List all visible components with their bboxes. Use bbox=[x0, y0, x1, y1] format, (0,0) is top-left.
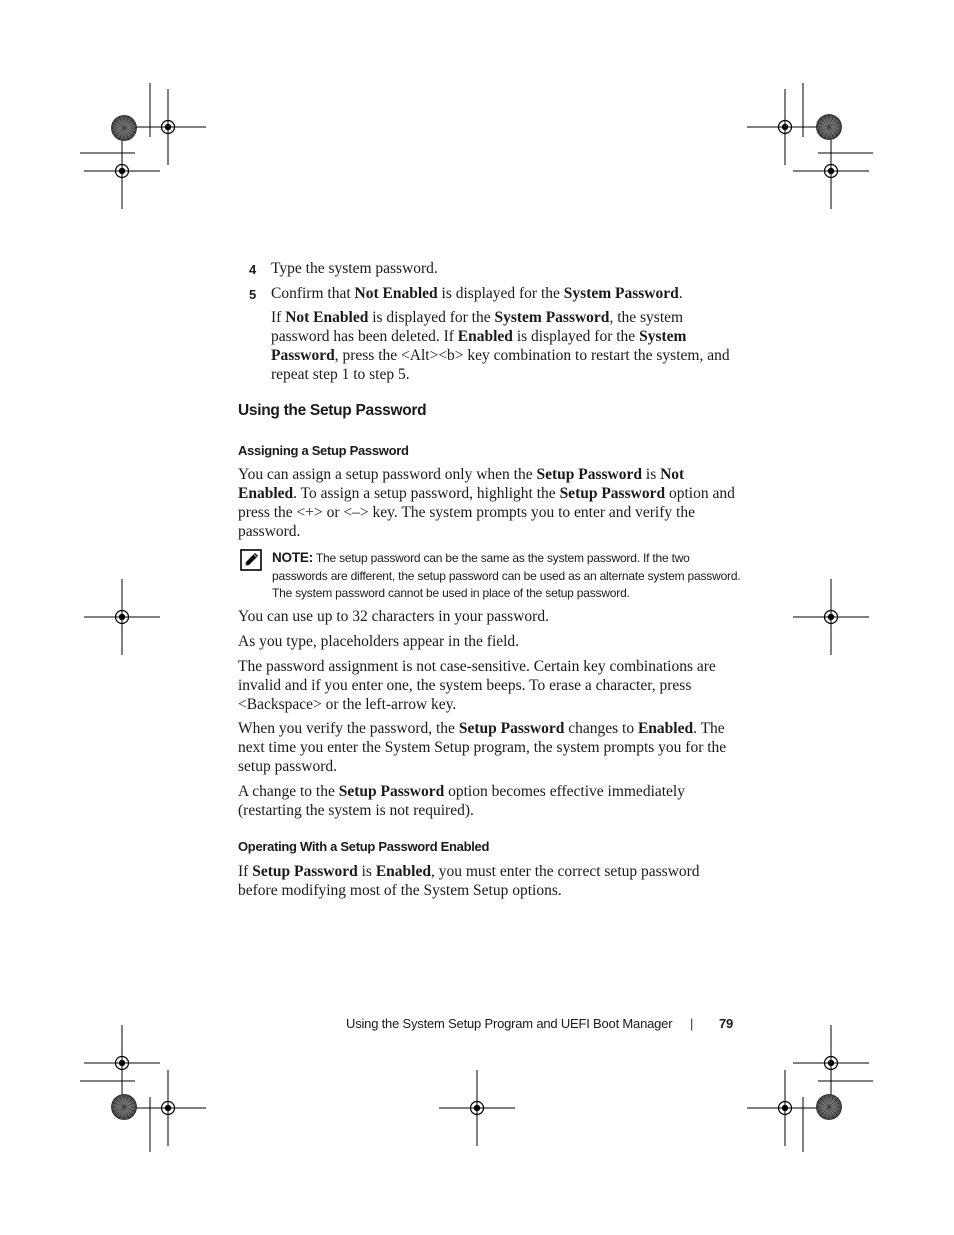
text-run: If bbox=[238, 863, 253, 880]
bold-term: Enabled bbox=[637, 720, 694, 737]
bold-term: Setup Password bbox=[536, 466, 643, 483]
bold-term: System Password bbox=[271, 328, 687, 364]
paragraph-operating bbox=[238, 862, 738, 900]
text-run: is displayed for the bbox=[512, 328, 640, 345]
step-text bbox=[271, 284, 741, 303]
step-number: 4 bbox=[249, 262, 257, 277]
paragraph-change bbox=[238, 782, 738, 820]
bold-term: Setup Password bbox=[252, 863, 358, 880]
bold-term: Setup Password bbox=[338, 783, 445, 800]
paragraph-placeholders: As you type, placeholders appear in the field. bbox=[238, 633, 520, 650]
text-run: , press the <Alt><b> key combination to restart the system, and repeat step 1 to step 5. bbox=[271, 347, 730, 383]
paragraph-assign bbox=[238, 465, 738, 541]
step-text bbox=[271, 259, 741, 278]
note-body: The setup password can be the same as the system password. If the two passwords are different, the setup password can be used as an alternate system password. The system password cannot be used in place of the setup password. bbox=[272, 551, 741, 600]
section-heading: Using the Setup Password bbox=[238, 402, 427, 419]
text-run: option and press the <+> or <–> key. The system prompts you to enter and verify the password. bbox=[238, 485, 735, 540]
step-number: 5 bbox=[249, 287, 257, 302]
footer-separator: | bbox=[690, 1016, 694, 1031]
text-run: . To assign a setup password, highlight the bbox=[293, 485, 560, 502]
bold-term: Not Enabled bbox=[238, 466, 685, 502]
text-run: , the system password has been deleted. If bbox=[271, 309, 684, 345]
text-run: , you must enter the correct setup password before modifying most of the System Setup options. bbox=[238, 863, 700, 899]
text-run: Type the system password. bbox=[271, 260, 438, 277]
step-5-detail bbox=[271, 308, 741, 384]
note-text bbox=[272, 549, 742, 603]
note-pencil-icon bbox=[240, 549, 262, 571]
text-run: is displayed for the bbox=[368, 309, 495, 326]
text-run: option becomes effective immediately (restarting the system is not required). bbox=[238, 783, 685, 819]
text-run: When you verify the password, the bbox=[238, 720, 459, 737]
text-run: is bbox=[357, 863, 376, 880]
bold-term: Setup Password bbox=[559, 485, 666, 502]
bold-term: Setup Password bbox=[458, 720, 565, 737]
text-run: A change to the bbox=[238, 783, 339, 800]
text-run: . The next time you enter the System Setup program, the system prompts you for the setup password. bbox=[238, 720, 727, 775]
text-run: changes to bbox=[564, 720, 638, 737]
subheading-assigning: Assigning a Setup Password bbox=[238, 443, 409, 458]
paragraph-case: The password assignment is not case-sensitive. Certain key combinations are invalid and if you enter one, the system beeps. To erase a character, press <Backspace> or the left-arrow key. bbox=[238, 658, 716, 713]
text-run: Confirm that bbox=[271, 285, 355, 302]
page-number: 79 bbox=[719, 1016, 734, 1031]
bold-term: Enabled bbox=[457, 328, 513, 345]
text-run: You can assign a setup password only when the bbox=[238, 466, 537, 483]
bold-term: System Password bbox=[563, 285, 679, 302]
footer-chapter-title: Using the System Setup Program and UEFI Boot Manager bbox=[346, 1016, 673, 1031]
bold-term: System Password bbox=[494, 309, 610, 326]
paragraph-characters: You can use up to 32 characters in your password. bbox=[238, 608, 549, 625]
note-label: NOTE: bbox=[272, 550, 313, 565]
text-run: . bbox=[678, 285, 683, 302]
bold-term: Not Enabled bbox=[354, 285, 438, 302]
bold-term: Not Enabled bbox=[285, 309, 369, 326]
subheading-operating: Operating With a Setup Password Enabled bbox=[238, 839, 490, 854]
text-run: is bbox=[642, 466, 661, 483]
paragraph-verify bbox=[238, 719, 738, 776]
bold-term: Enabled bbox=[375, 863, 431, 880]
text-run: is displayed for the bbox=[437, 285, 564, 302]
text-run: If bbox=[271, 309, 286, 326]
